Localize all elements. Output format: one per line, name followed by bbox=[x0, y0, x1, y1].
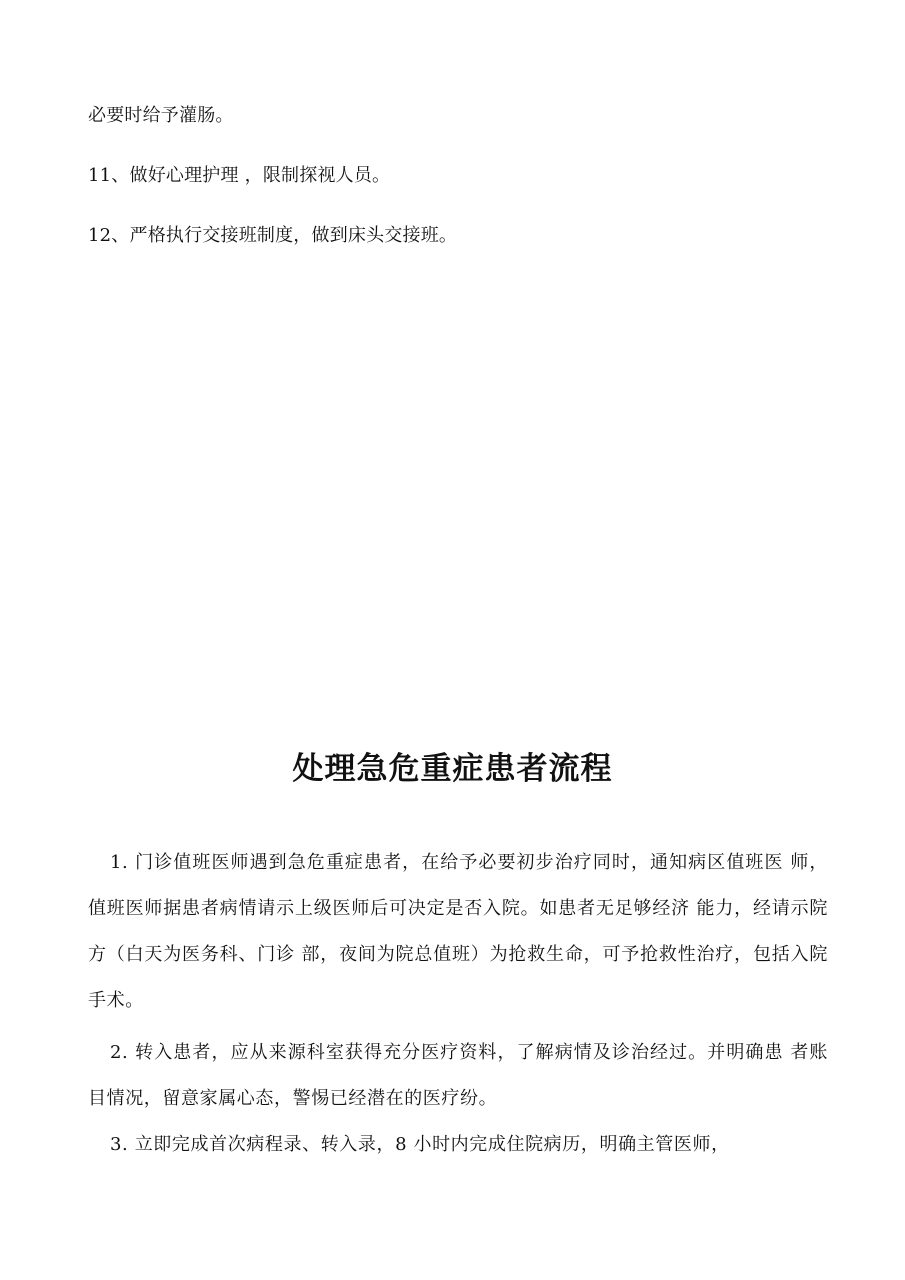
paragraph-2 bbox=[88, 1030, 828, 1122]
paragraph-3 bbox=[88, 1122, 828, 1168]
paragraph-3-text: 3. 立即完成首次病程录、转入录，8 小时内完成住院病历，明确主管医师， bbox=[110, 1134, 730, 1155]
text-line-enema: 必要时给予灌肠。 bbox=[88, 105, 234, 126]
paragraph-2-text: 2. 转入患者，应从来源科室获得充分医疗资料，了解病情及诊治经过。并明确患 者账目情况，留意家属心态，警惕已经潜在的医疗纷。 bbox=[88, 1042, 828, 1109]
paragraph-1-text: 1. 门诊值班医师遇到急危重症患者，在给予必要初步治疗同时，通知病区值班医 师，值班医师据患者病情请示上级医师后可决定是否入院。如患者无足够经济 能力，经请示院方（白天为医务科、门诊 部，夜间为院总值班）为抢救生命，可予抢救性治疗，包括入院手术。 bbox=[88, 852, 828, 1011]
section-title: 处理急危重症患者流程 bbox=[292, 751, 613, 787]
list-item-12: 12、严格执行交接班制度，做到床头交接班。 bbox=[88, 225, 458, 246]
paragraph-1 bbox=[88, 840, 828, 1024]
list-item-11: 11、做好心理护理 ，限制探视人员。 bbox=[88, 165, 391, 186]
